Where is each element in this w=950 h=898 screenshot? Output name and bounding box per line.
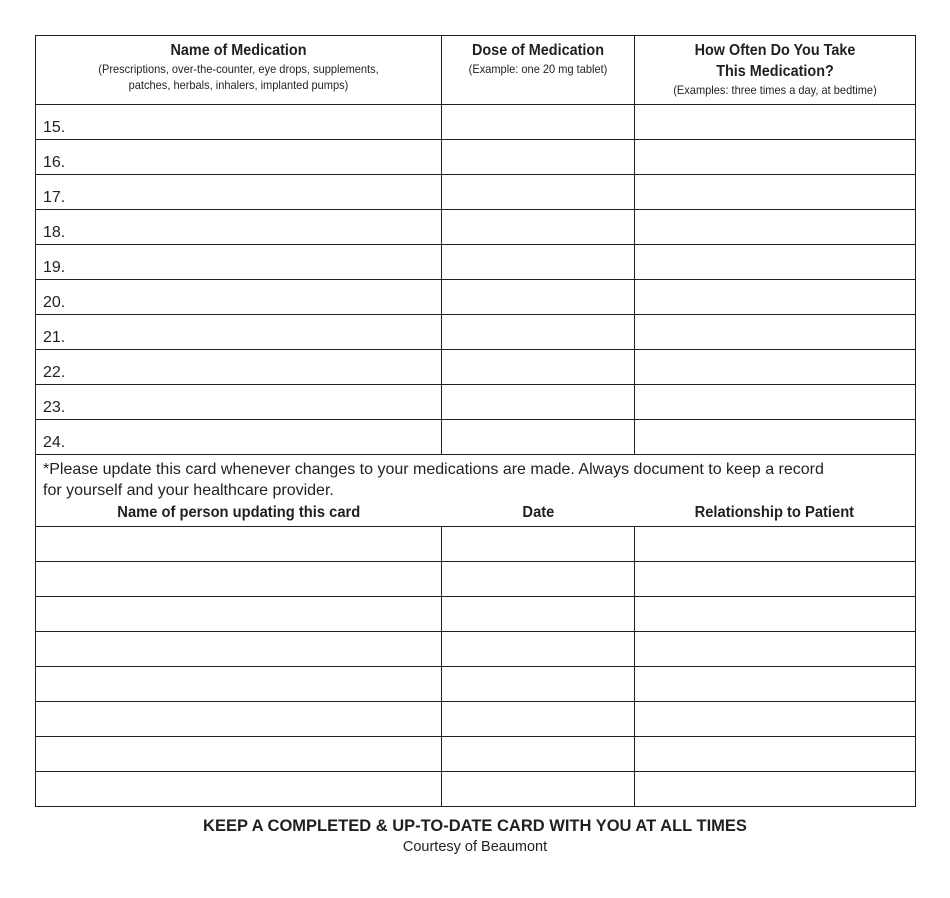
frequency-cell[interactable] <box>635 385 916 420</box>
frequency-cell[interactable] <box>635 315 916 350</box>
medication-row <box>36 210 916 245</box>
medication-row <box>36 245 916 280</box>
update-row <box>36 632 916 667</box>
dose-cell[interactable] <box>442 210 635 245</box>
row-number: 15. <box>43 119 66 136</box>
date-cell[interactable] <box>442 562 635 597</box>
medication-row <box>36 105 916 140</box>
person-cell[interactable] <box>36 772 442 807</box>
frequency-column-header <box>635 36 916 105</box>
frequency-column-subtitle: (Examples: three times a day, at bedtime) <box>673 83 877 97</box>
date-cell[interactable] <box>442 527 635 562</box>
dose-column-subtitle: (Example: one 20 mg tablet) <box>468 62 608 76</box>
update-columns-header <box>36 502 915 523</box>
update-note-cell <box>36 455 916 527</box>
medication-row <box>36 315 916 350</box>
row-number: 24. <box>43 434 66 451</box>
frequency-column-title-line1: How Often Do You Take <box>694 42 856 59</box>
medication-card-table <box>35 35 916 807</box>
person-cell[interactable] <box>36 737 442 772</box>
medication-row <box>36 350 916 385</box>
frequency-cell[interactable] <box>635 350 916 385</box>
dose-cell[interactable] <box>442 245 635 280</box>
medication-name-cell[interactable] <box>36 105 442 140</box>
frequency-column-title-line2: This Medication? <box>716 63 834 80</box>
medication-name-cell[interactable] <box>36 385 442 420</box>
date-column-title: Date <box>521 504 554 521</box>
medication-name-cell[interactable] <box>36 315 442 350</box>
frequency-cell[interactable] <box>635 175 916 210</box>
frequency-cell[interactable] <box>635 245 916 280</box>
update-row <box>36 527 916 562</box>
update-row <box>36 597 916 632</box>
relationship-cell[interactable] <box>635 597 916 632</box>
dose-cell[interactable] <box>442 280 635 315</box>
frequency-cell[interactable] <box>635 420 916 455</box>
date-cell[interactable] <box>442 772 635 807</box>
update-note-line2: for yourself and your healthcare provider. <box>43 482 334 499</box>
medication-row <box>36 280 916 315</box>
date-cell[interactable] <box>442 667 635 702</box>
name-column-title: Name of Medication <box>170 42 307 59</box>
relationship-cell[interactable] <box>635 667 916 702</box>
date-cell[interactable] <box>442 597 635 632</box>
row-number: 22. <box>43 364 66 381</box>
medication-name-cell[interactable] <box>36 175 442 210</box>
dose-cell[interactable] <box>442 350 635 385</box>
row-number: 17. <box>43 189 66 206</box>
dose-cell[interactable] <box>442 315 635 350</box>
frequency-cell[interactable] <box>635 280 916 315</box>
name-column-header <box>36 36 442 105</box>
person-cell[interactable] <box>36 667 442 702</box>
name-column-subtitle-line2: patches, herbals, inhalers, implanted pumps) <box>128 78 349 92</box>
person-cell[interactable] <box>36 632 442 667</box>
medication-name-cell[interactable] <box>36 245 442 280</box>
dose-column-header <box>442 36 635 105</box>
footer-courtesy: Courtesy of Beaumont <box>402 839 548 855</box>
name-column-subtitle-line1: (Prescriptions, over-the-counter, eye drops, supplements, <box>98 62 379 76</box>
relationship-column-title: Relationship to Patient <box>694 504 855 521</box>
update-note-row <box>36 455 916 527</box>
dose-cell[interactable] <box>442 140 635 175</box>
update-note <box>36 455 915 501</box>
medication-row <box>36 140 916 175</box>
row-number: 20. <box>43 294 66 311</box>
update-row <box>36 772 916 807</box>
dose-column-title: Dose of Medication <box>471 42 605 59</box>
medication-name-cell[interactable] <box>36 210 442 245</box>
update-row <box>36 737 916 772</box>
row-number: 19. <box>43 259 66 276</box>
relationship-cell[interactable] <box>635 632 916 667</box>
relationship-cell[interactable] <box>635 772 916 807</box>
dose-cell[interactable] <box>442 385 635 420</box>
person-cell[interactable] <box>36 597 442 632</box>
update-row <box>36 667 916 702</box>
row-number: 16. <box>43 154 66 171</box>
update-row <box>36 702 916 737</box>
footer-reminder: KEEP A COMPLETED & UP-TO-DATE CARD WITH YOU AT ALL TIMES <box>203 817 747 835</box>
person-cell[interactable] <box>36 562 442 597</box>
frequency-cell[interactable] <box>635 210 916 245</box>
person-cell[interactable] <box>36 702 442 737</box>
dose-cell[interactable] <box>442 175 635 210</box>
date-cell[interactable] <box>442 702 635 737</box>
dose-cell[interactable] <box>442 420 635 455</box>
update-note-line1: *Please update this card whenever changes to your medications are made. Always document to keep a record <box>43 461 824 478</box>
date-cell[interactable] <box>442 632 635 667</box>
medication-row <box>36 420 916 455</box>
frequency-cell[interactable] <box>635 140 916 175</box>
relationship-cell[interactable] <box>635 702 916 737</box>
medication-row <box>36 385 916 420</box>
relationship-cell[interactable] <box>635 737 916 772</box>
medication-name-cell[interactable] <box>36 350 442 385</box>
relationship-cell[interactable] <box>635 562 916 597</box>
person-cell[interactable] <box>36 527 442 562</box>
dose-cell[interactable] <box>442 105 635 140</box>
frequency-cell[interactable] <box>635 105 916 140</box>
medication-name-cell[interactable] <box>36 420 442 455</box>
medication-row <box>36 175 916 210</box>
row-number: 18. <box>43 224 66 241</box>
date-cell[interactable] <box>442 737 635 772</box>
header-row <box>36 36 916 105</box>
relationship-cell[interactable] <box>635 527 916 562</box>
medication-name-cell[interactable] <box>36 280 442 315</box>
medication-name-cell[interactable] <box>36 140 442 175</box>
person-column-title: Name of person updating this card <box>117 504 361 521</box>
row-number: 23. <box>43 399 66 416</box>
row-number: 21. <box>43 329 66 346</box>
update-row <box>36 562 916 597</box>
